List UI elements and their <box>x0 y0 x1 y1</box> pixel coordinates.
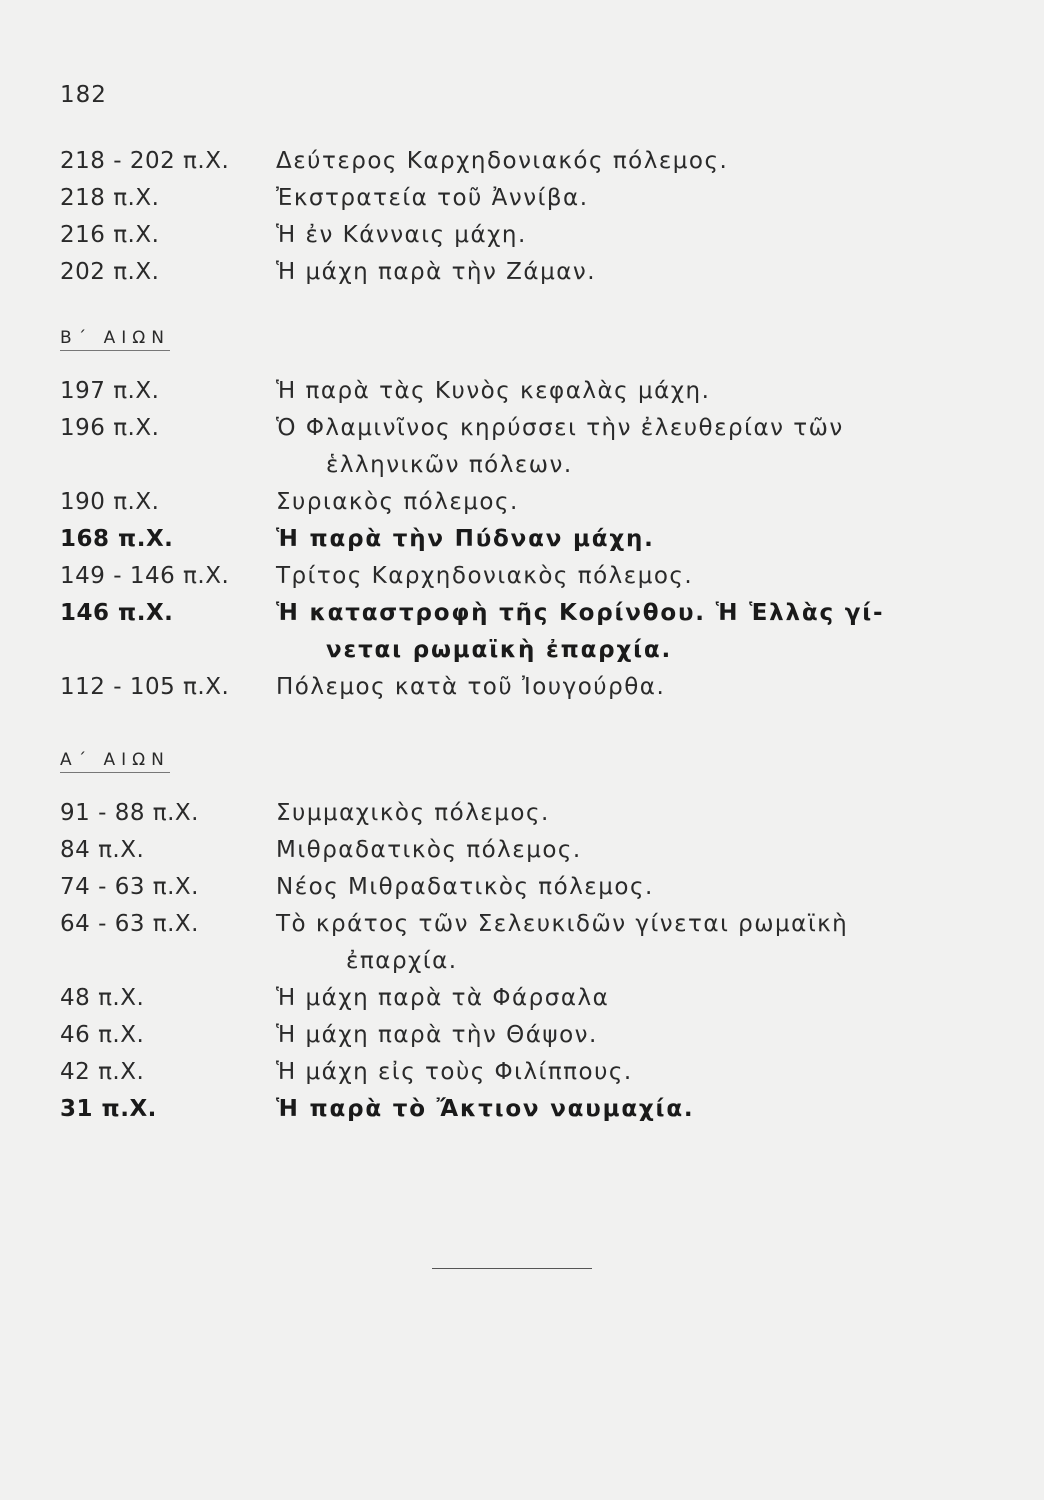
event-date: 42 π.Χ. <box>60 1059 145 1085</box>
event-text: Ἐκστρατεία τοῦ Ἀννίβα. <box>276 185 589 211</box>
section-heading: Α΄ ΑΙΩΝ <box>60 750 170 773</box>
timeline-row <box>60 869 980 906</box>
event-text: Πόλεμος κατὰ τοῦ Ἰουγούρθα. <box>276 674 666 700</box>
event-text: Ὁ Φλαμινῖνος κηρύσσει τὴν ἐλευθερίαν τῶν <box>276 415 844 441</box>
event-text: Ἡ παρὰ τὸ Ἄκτιον ναυμαχία. <box>276 1096 695 1122</box>
timeline-row <box>60 906 980 980</box>
event-date: 146 π.Χ. <box>60 600 174 626</box>
event-date: 216 π.Χ. <box>60 222 160 248</box>
timeline-row <box>60 180 980 217</box>
event-date: 91 - 88 π.Χ. <box>60 800 199 826</box>
event-text: Ἡ μάχη παρὰ τὰ Φάρσαλα <box>276 985 610 1011</box>
event-text-continuation: ἑλληνικῶν πόλεων. <box>326 452 573 478</box>
event-date: 31 π.Χ. <box>60 1096 157 1122</box>
page-number: 182 <box>60 82 107 108</box>
event-text: Ἡ μάχη παρὰ τὴν Ζάμαν. <box>276 259 597 285</box>
event-text: Ἡ ἐν Κάνναις μάχη. <box>276 222 527 248</box>
event-date: 202 π.Χ. <box>60 259 160 285</box>
event-date: 218 - 202 π.Χ. <box>60 148 230 174</box>
event-date: 112 - 105 π.Χ. <box>60 674 230 700</box>
event-text: Μιθραδατικὸς πόλεμος. <box>276 837 582 863</box>
timeline-row-bold <box>60 595 980 669</box>
event-date: 218 π.Χ. <box>60 185 160 211</box>
timeline-row <box>60 1054 980 1091</box>
event-text: Δεύτερος Καρχηδονιακός πόλεμος. <box>276 148 729 174</box>
event-date: 196 π.Χ. <box>60 415 160 441</box>
end-rule-divider <box>432 1268 592 1269</box>
timeline-row-bold <box>60 1091 980 1128</box>
timeline-block-1 <box>60 143 980 291</box>
event-date: 149 - 146 π.Χ. <box>60 563 230 589</box>
event-date: 64 - 63 π.Χ. <box>60 911 199 937</box>
event-text: Συμμαχικὸς πόλεμος. <box>276 800 550 826</box>
event-date: 46 π.Χ. <box>60 1022 145 1048</box>
event-date: 197 π.Χ. <box>60 378 160 404</box>
section-first-century <box>60 750 980 1128</box>
event-text: Ἡ παρὰ τὴν Πύδναν μάχη. <box>276 526 655 552</box>
timeline-row <box>60 254 980 291</box>
timeline-row <box>60 410 980 484</box>
timeline-row <box>60 795 980 832</box>
event-text-continuation: ἐπαρχία. <box>346 948 458 974</box>
event-date: 168 π.Χ. <box>60 526 174 552</box>
timeline-row <box>60 832 980 869</box>
event-date: 190 π.Χ. <box>60 489 160 515</box>
event-text-group <box>276 410 980 484</box>
timeline-row <box>60 373 980 410</box>
event-date: 84 π.Χ. <box>60 837 145 863</box>
event-text-continuation: νεται ρωμαϊκὴ ἐπαρχία. <box>326 637 672 663</box>
event-text: Ἡ μάχη εἰς τοὺς Φιλίππους. <box>276 1059 633 1085</box>
timeline-row <box>60 217 980 254</box>
timeline-row <box>60 1017 980 1054</box>
event-text: Νέος Μιθραδατικὸς πόλεμος. <box>276 874 654 900</box>
event-date: 74 - 63 π.Χ. <box>60 874 199 900</box>
event-text-group <box>276 906 980 980</box>
event-text-group <box>276 595 980 669</box>
timeline-row <box>60 484 980 521</box>
event-text: Ἡ καταστροφὴ τῆς Κορίνθου. Ἡ Ἑλλὰς γί- <box>276 600 885 626</box>
timeline-row <box>60 143 980 180</box>
timeline-row <box>60 980 980 1017</box>
timeline-row <box>60 669 980 706</box>
event-text: Ἡ μάχη παρὰ τὴν Θάψον. <box>276 1022 598 1048</box>
event-text: Τρίτος Καρχηδονιακὸς πόλεμος. <box>276 563 694 589</box>
section-heading: Β΄ ΑΙΩΝ <box>60 328 170 351</box>
timeline-row <box>60 558 980 595</box>
timeline-row-bold <box>60 521 980 558</box>
section-second-century <box>60 328 980 706</box>
event-date: 48 π.Χ. <box>60 985 145 1011</box>
event-text: Ἡ παρὰ τὰς Κυνὸς κεφαλὰς μάχη. <box>276 378 711 404</box>
event-text: Συριακὸς πόλεμος. <box>276 489 519 515</box>
event-text: Τὸ κράτος τῶν Σελευκιδῶν γίνεται ρωμαϊκὴ <box>276 911 849 937</box>
